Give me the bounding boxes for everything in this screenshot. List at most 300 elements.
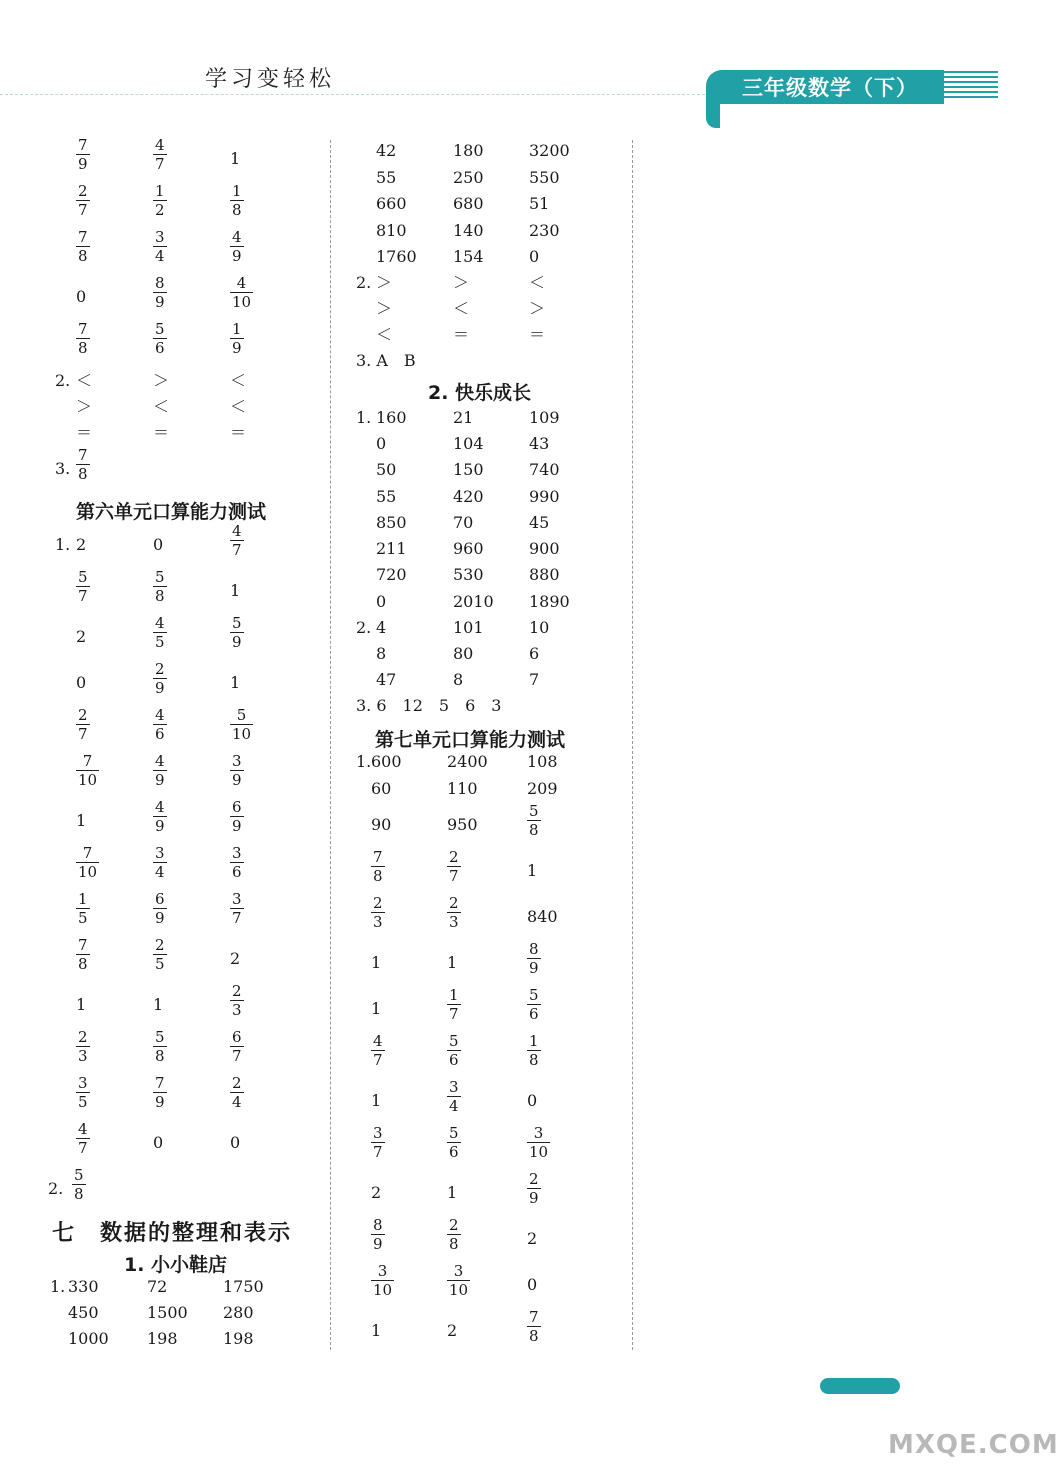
answer-value: 0 [76, 673, 87, 692]
answer-line: 3. 6 12 5 6 3 [356, 696, 502, 715]
answer-value: 1 [76, 811, 87, 830]
answer-value: 850 [376, 513, 407, 532]
question-number: 1. [55, 535, 71, 554]
answer-value: 2 [76, 627, 87, 646]
denominator: 9 [232, 633, 242, 651]
answer-value: 880 [529, 565, 560, 584]
numerator: 1 [449, 986, 459, 1004]
book-series-title: 学习变轻松 [205, 67, 336, 92]
answer-value: 740 [529, 460, 560, 479]
numerator: 7 [529, 1308, 539, 1326]
numerator: 7 [155, 1074, 165, 1092]
denominator: 5 [155, 633, 165, 651]
numerator: 1 [529, 1032, 539, 1050]
section-heading: 1. 小小鞋店 [124, 1254, 228, 1276]
answer-value: 90 [371, 815, 392, 834]
answer-value: ＜ [153, 397, 170, 416]
numerator: 3 [232, 752, 242, 770]
numerator: 7 [82, 752, 93, 770]
answer-value: ＞ [376, 273, 393, 292]
denominator: 6 [232, 863, 242, 881]
answer-value: 10 [529, 618, 550, 637]
numerator: 4 [155, 752, 165, 770]
answer-value: 1 [371, 999, 382, 1018]
denominator: 5 [155, 955, 165, 973]
numerator: 4 [155, 136, 165, 154]
answer-value: 1 [527, 861, 538, 880]
denominator: 3 [232, 1001, 242, 1019]
denominator: 8 [78, 247, 88, 265]
numerator: 4 [232, 228, 242, 246]
answer-value: 330 [68, 1277, 99, 1296]
denominator: 10 [232, 725, 252, 743]
numerator: 1 [155, 182, 165, 200]
section-heading: 第六单元口算能力测试 [76, 501, 267, 523]
denominator: 8 [78, 339, 88, 357]
denominator: 8 [78, 465, 88, 483]
answer-value: 420 [453, 487, 484, 506]
numerator: 3 [232, 890, 242, 908]
answer-value: ＜ [230, 397, 247, 416]
fraction-answer [76, 1030, 90, 1064]
numerator: 3 [155, 228, 165, 246]
fraction-answer [153, 570, 167, 604]
denominator: 5 [78, 1093, 88, 1111]
answer-value: 1 [76, 995, 87, 1014]
fraction-answer [76, 322, 90, 356]
denominator: 7 [78, 201, 88, 219]
numerator: 4 [155, 706, 165, 724]
answer-value: ＝ [453, 325, 470, 344]
denominator: 10 [78, 863, 98, 881]
grade-banner-tail [706, 100, 720, 128]
fraction-answer [76, 138, 90, 172]
fraction-answer [371, 850, 385, 884]
answer-value: 280 [223, 1303, 254, 1322]
fraction-answer [447, 1218, 461, 1252]
numerator: 7 [78, 446, 88, 464]
answer-value: 1890 [529, 592, 570, 611]
denominator: 9 [232, 247, 242, 265]
denominator: 6 [155, 339, 165, 357]
denominator: 7 [78, 587, 88, 605]
answer-value: ＝ [76, 423, 93, 442]
fraction-answer [76, 1076, 90, 1110]
fraction-answer [76, 448, 90, 482]
answer-value: 720 [376, 565, 407, 584]
answer-value: 55 [376, 487, 397, 506]
answer-value: ＜ [529, 273, 546, 292]
answer-value: 104 [453, 434, 484, 453]
numerator: 5 [155, 568, 165, 586]
denominator: 4 [449, 1097, 459, 1115]
fraction-answer [447, 1126, 461, 1160]
column-divider [330, 140, 331, 1350]
denominator: 6 [449, 1143, 459, 1161]
fraction-answer [153, 230, 167, 264]
answer-value: 960 [453, 539, 484, 558]
denominator: 8 [449, 1235, 459, 1253]
header-divider [0, 94, 720, 95]
numerator: 5 [529, 802, 539, 820]
numerator: 3 [78, 1074, 88, 1092]
answer-value: 8 [376, 644, 387, 663]
answer-value: 0 [153, 1133, 164, 1152]
answer-value: 80 [453, 644, 474, 663]
answer-value: 450 [68, 1303, 99, 1322]
answer-value: 108 [527, 752, 558, 771]
numerator: 2 [78, 182, 88, 200]
section-heading: 2. 快乐成长 [428, 382, 532, 404]
denominator: 7 [232, 541, 242, 559]
numerator: 7 [78, 228, 88, 246]
numerator: 3 [453, 1262, 464, 1280]
answer-value: ＜ [230, 371, 247, 390]
denominator: 9 [78, 155, 88, 173]
numerator: 8 [373, 1216, 383, 1234]
denominator: 7 [232, 1047, 242, 1065]
denominator: 9 [155, 1093, 165, 1111]
denominator: 10 [529, 1143, 549, 1161]
numerator: 7 [78, 320, 88, 338]
answer-value: 550 [529, 168, 560, 187]
answer-value: 42 [376, 141, 397, 160]
answer-value: 2 [230, 949, 241, 968]
fraction-answer [153, 184, 167, 218]
fraction-answer [527, 1310, 541, 1344]
denominator: 7 [78, 725, 88, 743]
answer-value: 1 [447, 953, 458, 972]
fraction-answer [230, 616, 244, 650]
fraction-answer [230, 276, 253, 310]
section-heading: 第七单元口算能力测试 [375, 729, 566, 751]
page-tab [820, 1378, 900, 1394]
denominator: 8 [529, 1327, 539, 1345]
answer-value: 4 [376, 618, 387, 637]
fraction-answer [230, 322, 244, 356]
answer-value: 680 [453, 194, 484, 213]
numerator: 2 [155, 936, 165, 954]
fraction-answer [76, 754, 99, 788]
fraction-answer [76, 846, 99, 880]
numerator: 8 [155, 274, 165, 292]
denominator: 8 [78, 955, 88, 973]
fraction-answer [527, 804, 541, 838]
answer-value: 1750 [223, 1277, 264, 1296]
denominator: 9 [232, 339, 242, 357]
answer-value: 1 [230, 581, 241, 600]
fraction-answer [371, 1034, 385, 1068]
fraction-answer [76, 1122, 90, 1156]
answer-value: 810 [376, 221, 407, 240]
fraction-answer [527, 1172, 541, 1206]
answer-value: 1000 [68, 1329, 109, 1348]
answer-value: 1760 [376, 247, 417, 266]
denominator: 9 [155, 909, 165, 927]
denominator: 4 [232, 1093, 242, 1111]
answer-value: 2400 [447, 752, 488, 771]
answer-value: ＞ [529, 299, 546, 318]
fraction-answer [153, 754, 167, 788]
numerator: 3 [373, 1124, 383, 1142]
answer-value: 0 [376, 592, 387, 611]
answer-value: 530 [453, 565, 484, 584]
numerator: 2 [78, 706, 88, 724]
numerator: 5 [449, 1032, 459, 1050]
denominator: 7 [449, 867, 459, 885]
numerator: 5 [449, 1124, 459, 1142]
denominator: 10 [373, 1281, 393, 1299]
answer-value: 6 [529, 644, 540, 663]
denominator: 4 [155, 863, 165, 881]
denominator: 9 [373, 1235, 383, 1253]
numerator: 4 [236, 274, 247, 292]
fraction-answer [447, 1034, 461, 1068]
answer-value: 110 [447, 779, 478, 798]
fraction-answer [447, 988, 461, 1022]
answer-value: 1 [371, 953, 382, 972]
numerator: 3 [377, 1262, 388, 1280]
numerator: 7 [78, 136, 88, 154]
answer-value: 0 [529, 247, 540, 266]
answer-value: 211 [376, 539, 407, 558]
fraction-answer [153, 138, 167, 172]
answer-value: 2 [371, 1183, 382, 1202]
fraction-answer [527, 988, 541, 1022]
fraction-answer [76, 230, 90, 264]
numerator: 5 [529, 986, 539, 1004]
denominator: 3 [449, 913, 459, 931]
answer-value: ＜ [453, 299, 470, 318]
answer-value: 990 [529, 487, 560, 506]
answer-value: ＞ [76, 397, 93, 416]
denominator: 8 [232, 201, 242, 219]
denominator: 8 [155, 1047, 165, 1065]
fraction-answer [447, 896, 461, 930]
answer-value: 154 [453, 247, 484, 266]
numerator: 7 [82, 844, 93, 862]
denominator: 7 [232, 909, 242, 927]
denominator: 9 [155, 817, 165, 835]
answer-value: 900 [529, 539, 560, 558]
fraction-answer [153, 1076, 167, 1110]
numerator: 5 [236, 706, 247, 724]
answer-value: 950 [447, 815, 478, 834]
answer-value: 72 [147, 1277, 168, 1296]
answer-value: 51 [529, 194, 550, 213]
banner-stripes [938, 71, 998, 103]
answer-value: 1 [230, 673, 241, 692]
denominator: 7 [155, 155, 165, 173]
fraction-answer [230, 984, 244, 1018]
answer-value: 150 [453, 460, 484, 479]
answer-value: 47 [376, 670, 397, 689]
denominator: 4 [155, 247, 165, 265]
question-number: 2. [356, 618, 372, 637]
fraction-answer [527, 1034, 541, 1068]
numerator: 4 [232, 522, 242, 540]
answer-value: ＞ [376, 299, 393, 318]
numerator: 4 [78, 1120, 88, 1138]
answer-value: 1 [371, 1091, 382, 1110]
denominator: 10 [78, 771, 98, 789]
numerator: 2 [78, 1028, 88, 1046]
denominator: 6 [529, 1005, 539, 1023]
denominator: 3 [78, 1047, 88, 1065]
answer-value: 21 [453, 408, 474, 427]
answer-value: 2 [76, 535, 87, 554]
answer-value: 2 [527, 1229, 538, 1248]
fraction-answer [76, 938, 90, 972]
fraction-answer [230, 1076, 244, 1110]
numerator: 4 [155, 614, 165, 632]
fraction-answer [153, 708, 167, 742]
answer-value: 0 [527, 1091, 538, 1110]
fraction-answer [72, 1168, 86, 1202]
denominator: 6 [155, 725, 165, 743]
denominator: 3 [373, 913, 383, 931]
answer-value: ＜ [76, 371, 93, 390]
numerator: 1 [78, 890, 88, 908]
answer-value: 1 [230, 149, 241, 168]
answer-value: 198 [223, 1329, 254, 1348]
question-number: 3. [55, 459, 71, 478]
fraction-answer [527, 942, 541, 976]
question-number: 1. [50, 1277, 66, 1296]
numerator: 4 [155, 798, 165, 816]
answer-value: ＞ [153, 371, 170, 390]
numerator: 6 [232, 798, 242, 816]
answer-value: 0 [153, 535, 164, 554]
denominator: 9 [155, 293, 165, 311]
numerator: 7 [373, 848, 383, 866]
fraction-answer [447, 850, 461, 884]
answer-value: 3200 [529, 141, 570, 160]
answer-value: 230 [529, 221, 560, 240]
denominator: 8 [373, 867, 383, 885]
numerator: 3 [533, 1124, 544, 1142]
numerator: 2 [449, 1216, 459, 1234]
answer-value: 209 [527, 779, 558, 798]
fraction-answer [527, 1126, 550, 1160]
answer-value: 2 [447, 1321, 458, 1340]
numerator: 5 [155, 320, 165, 338]
numerator: 2 [232, 1074, 242, 1092]
answer-value: 660 [376, 194, 407, 213]
numerator: 3 [449, 1078, 459, 1096]
question-number: 2. [55, 371, 71, 390]
numerator: 5 [78, 568, 88, 586]
answer-value: 60 [371, 779, 392, 798]
answer-value: 43 [529, 434, 550, 453]
denominator: 2 [155, 201, 165, 219]
answer-value: 1 [153, 995, 164, 1014]
denominator: 9 [529, 1189, 539, 1207]
fraction-answer [153, 322, 167, 356]
fraction-answer [153, 846, 167, 880]
answer-value: 0 [527, 1275, 538, 1294]
answer-value: 45 [529, 513, 550, 532]
fraction-answer [230, 1030, 244, 1064]
numerator: 6 [155, 890, 165, 908]
denominator: 8 [529, 1051, 539, 1069]
answer-value: 0 [76, 287, 87, 306]
denominator: 7 [373, 1143, 383, 1161]
section-heading: 七 数据的整理和表示 [52, 1221, 293, 1246]
answer-value: 50 [376, 460, 397, 479]
fraction-answer [76, 892, 90, 926]
numerator: 5 [74, 1166, 84, 1184]
fraction-answer [153, 276, 167, 310]
fraction-answer [153, 938, 167, 972]
answer-value: 7 [529, 670, 540, 689]
numerator: 2 [155, 660, 165, 678]
answer-value: ＝ [153, 423, 170, 442]
fraction-answer [371, 1218, 385, 1252]
answer-value: 840 [527, 907, 558, 926]
fraction-answer [230, 846, 244, 880]
numerator: 5 [232, 614, 242, 632]
watermark: MXQE.COM [888, 1430, 1059, 1460]
denominator: 10 [449, 1281, 469, 1299]
fraction-answer [230, 892, 244, 926]
numerator: 1 [232, 320, 242, 338]
answer-value: 1 [371, 1321, 382, 1340]
fraction-answer [447, 1080, 461, 1114]
fraction-answer [230, 184, 244, 218]
fraction-answer [447, 1264, 470, 1298]
answer-value: 250 [453, 168, 484, 187]
denominator: 8 [155, 587, 165, 605]
fraction-answer [76, 570, 90, 604]
answer-value: 55 [376, 168, 397, 187]
numerator: 1 [232, 182, 242, 200]
fraction-answer [230, 230, 244, 264]
denominator: 9 [232, 771, 242, 789]
fraction-answer [76, 184, 90, 218]
fraction-answer [153, 800, 167, 834]
answer-value: 0 [230, 1133, 241, 1152]
fraction-answer [76, 708, 90, 742]
answer-line: 3. A B [356, 351, 416, 370]
answer-value: 198 [147, 1329, 178, 1348]
fraction-answer [230, 800, 244, 834]
denominator: 10 [232, 293, 252, 311]
answer-value: 0 [376, 434, 387, 453]
fraction-answer [153, 662, 167, 696]
answer-value: 101 [453, 618, 484, 637]
answer-value: 70 [453, 513, 474, 532]
denominator: 5 [78, 909, 88, 927]
column-divider [632, 140, 633, 1350]
answer-value: 140 [453, 221, 484, 240]
numerator: 2 [449, 894, 459, 912]
grade-banner-title: 三年级数学（下） [742, 76, 918, 100]
question-number: 2. [356, 273, 372, 292]
answer-value: 160 [376, 408, 407, 427]
answer-value: 1500 [147, 1303, 188, 1322]
answer-value: ＝ [529, 325, 546, 344]
fraction-answer [153, 616, 167, 650]
denominator: 9 [155, 771, 165, 789]
numerator: 5 [155, 1028, 165, 1046]
fraction-answer [371, 1264, 394, 1298]
answer-value: 8 [453, 670, 464, 689]
fraction-answer [230, 754, 244, 788]
numerator: 6 [232, 1028, 242, 1046]
fraction-answer [371, 896, 385, 930]
numerator: 3 [155, 844, 165, 862]
